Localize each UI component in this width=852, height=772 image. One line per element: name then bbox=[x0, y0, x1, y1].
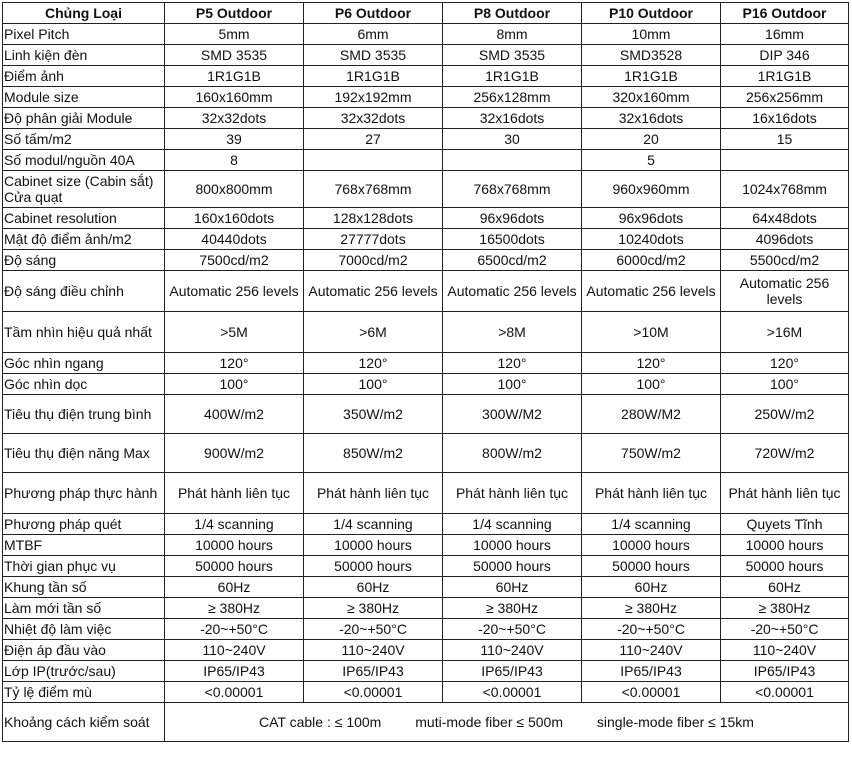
spec-row bbox=[3, 514, 849, 535]
spec-row bbox=[3, 556, 849, 577]
row-label: Tiêu thụ điện trung bình bbox=[3, 395, 165, 434]
spec-row bbox=[3, 619, 849, 640]
spec-row bbox=[3, 434, 849, 473]
column-header-p16: P16 Outdoor bbox=[721, 3, 849, 24]
spec-value-cell: 100° bbox=[721, 374, 849, 395]
spec-value-cell: ≥ 380Hz bbox=[165, 598, 304, 619]
spec-value-cell: 1/4 scanning bbox=[582, 514, 721, 535]
spec-row bbox=[3, 535, 849, 556]
row-label: Cabinet resolution bbox=[3, 208, 165, 229]
spec-value-cell: 110~240V bbox=[721, 640, 849, 661]
spec-value-cell: <0.00001 bbox=[721, 682, 849, 703]
column-header-p10: P10 Outdoor bbox=[582, 3, 721, 24]
spec-value-cell: 50000 hours bbox=[304, 556, 443, 577]
row-label: Điện áp đầu vào bbox=[3, 640, 165, 661]
spec-row bbox=[3, 45, 849, 66]
spec-value-cell: Phát hành liên tục bbox=[304, 473, 443, 514]
spec-value-cell: 10000 hours bbox=[443, 535, 582, 556]
spec-value-cell: 850W/m2 bbox=[304, 434, 443, 473]
spec-value-cell: 720W/m2 bbox=[721, 434, 849, 473]
spec-value-cell: IP65/IP43 bbox=[582, 661, 721, 682]
spec-body bbox=[3, 24, 849, 703]
spec-value-cell: >6M bbox=[304, 312, 443, 353]
spec-value-cell: 120° bbox=[443, 353, 582, 374]
spec-row bbox=[3, 229, 849, 250]
spec-value-cell: 27 bbox=[304, 129, 443, 150]
spec-value-cell: 100° bbox=[582, 374, 721, 395]
spec-value-cell: 32x32dots bbox=[304, 108, 443, 129]
spec-value-cell: 5500cd/m2 bbox=[721, 250, 849, 271]
row-label: Góc nhìn ngang bbox=[3, 353, 165, 374]
spec-value-cell: Automatic 256 levels bbox=[304, 271, 443, 312]
spec-value-cell: 7000cd/m2 bbox=[304, 250, 443, 271]
spec-value-cell: 16500dots bbox=[443, 229, 582, 250]
spec-value-cell: IP65/IP43 bbox=[721, 661, 849, 682]
spec-value-cell: 120° bbox=[304, 353, 443, 374]
spec-value-cell: 50000 hours bbox=[721, 556, 849, 577]
spec-value-cell: 30 bbox=[443, 129, 582, 150]
spec-value-cell: 8mm bbox=[443, 24, 582, 45]
spec-value-cell: Automatic 256 levels bbox=[165, 271, 304, 312]
spec-row bbox=[3, 577, 849, 598]
spec-value-cell: 10000 hours bbox=[582, 535, 721, 556]
spec-value-cell: ≥ 380Hz bbox=[582, 598, 721, 619]
row-label: Độ sáng điều chỉnh bbox=[3, 271, 165, 312]
spec-value-cell: 10000 hours bbox=[165, 535, 304, 556]
spec-row bbox=[3, 208, 849, 229]
spec-value-cell: 39 bbox=[165, 129, 304, 150]
spec-value-cell: 27777dots bbox=[304, 229, 443, 250]
spec-value-cell: 15 bbox=[721, 129, 849, 150]
spec-value-cell: 40440dots bbox=[165, 229, 304, 250]
spec-value-cell: 50000 hours bbox=[582, 556, 721, 577]
row-label: Số tấm/m2 bbox=[3, 129, 165, 150]
column-header-p6: P6 Outdoor bbox=[304, 3, 443, 24]
spec-value-cell bbox=[443, 150, 582, 171]
spec-value-cell: IP65/IP43 bbox=[304, 661, 443, 682]
row-label: Tiêu thụ điện năng Max bbox=[3, 434, 165, 473]
spec-value-cell: Automatic 256 levels bbox=[582, 271, 721, 312]
spec-value-cell: ≥ 380Hz bbox=[721, 598, 849, 619]
spec-value-cell: 110~240V bbox=[165, 640, 304, 661]
spec-value-cell: 1R1G1B bbox=[304, 66, 443, 87]
spec-row bbox=[3, 374, 849, 395]
spec-value-cell: 10000 hours bbox=[304, 535, 443, 556]
spec-value-cell: DIP 346 bbox=[721, 45, 849, 66]
row-label: Độ sáng bbox=[3, 250, 165, 271]
row-label: Góc nhìn dọc bbox=[3, 374, 165, 395]
spec-row bbox=[3, 353, 849, 374]
spec-value-cell: 96x96dots bbox=[582, 208, 721, 229]
row-label: Khung tần số bbox=[3, 577, 165, 598]
header-row bbox=[3, 3, 849, 24]
spec-value-cell: -20~+50°C bbox=[304, 619, 443, 640]
spec-row bbox=[3, 473, 849, 514]
spec-value-cell: 100° bbox=[165, 374, 304, 395]
spec-value-cell: 100° bbox=[304, 374, 443, 395]
spec-value-cell: 50000 hours bbox=[443, 556, 582, 577]
spec-value-cell: SMD 3535 bbox=[443, 45, 582, 66]
spec-value-cell: >8M bbox=[443, 312, 582, 353]
spec-value-cell: 350W/m2 bbox=[304, 395, 443, 434]
spec-value-cell: 110~240V bbox=[443, 640, 582, 661]
spec-value-cell: 50000 hours bbox=[165, 556, 304, 577]
spec-value-cell: IP65/IP43 bbox=[165, 661, 304, 682]
spec-value-cell: 4096dots bbox=[721, 229, 849, 250]
spec-value-cell: 1/4 scanning bbox=[304, 514, 443, 535]
spec-row bbox=[3, 661, 849, 682]
spec-value-cell: 1R1G1B bbox=[443, 66, 582, 87]
spec-value-cell: -20~+50°C bbox=[721, 619, 849, 640]
spec-value-cell: <0.00001 bbox=[304, 682, 443, 703]
spec-value-cell: Phát hành liên tục bbox=[582, 473, 721, 514]
row-label: Cabinet size (Cabin sắt) Cửa quạt bbox=[3, 171, 165, 208]
spec-value-cell: ≥ 380Hz bbox=[443, 598, 582, 619]
row-label: Module size bbox=[3, 87, 165, 108]
row-label: Nhiệt độ làm việc bbox=[3, 619, 165, 640]
control-distance-row bbox=[3, 703, 849, 742]
control-distance-value bbox=[165, 703, 849, 742]
spec-value-cell: <0.00001 bbox=[582, 682, 721, 703]
spec-value-cell: 64x48dots bbox=[721, 208, 849, 229]
spec-value-cell: Phát hành liên tục bbox=[165, 473, 304, 514]
spec-value-cell: 32x32dots bbox=[165, 108, 304, 129]
row-label: Độ phân giải Module bbox=[3, 108, 165, 129]
spec-value-cell: 800x800mm bbox=[165, 171, 304, 208]
spec-row bbox=[3, 598, 849, 619]
spec-value-cell: 32x16dots bbox=[582, 108, 721, 129]
spec-row bbox=[3, 250, 849, 271]
spec-value-cell: 10000 hours bbox=[721, 535, 849, 556]
spec-value-cell: 60Hz bbox=[443, 577, 582, 598]
spec-value-cell: 7500cd/m2 bbox=[165, 250, 304, 271]
spec-row bbox=[3, 108, 849, 129]
spec-row bbox=[3, 682, 849, 703]
spec-value-cell: 10mm bbox=[582, 24, 721, 45]
spec-value-cell: 250W/m2 bbox=[721, 395, 849, 434]
row-label: Phương pháp quét bbox=[3, 514, 165, 535]
spec-value-cell: 6mm bbox=[304, 24, 443, 45]
spec-value-cell: 20 bbox=[582, 129, 721, 150]
spec-value-cell: 192x192mm bbox=[304, 87, 443, 108]
spec-value-cell: <0.00001 bbox=[165, 682, 304, 703]
spec-value-cell: 6000cd/m2 bbox=[582, 250, 721, 271]
spec-value-cell: Automatic 256 levels bbox=[443, 271, 582, 312]
spec-row bbox=[3, 395, 849, 434]
spec-value-cell: 768x768mm bbox=[443, 171, 582, 208]
cat-cable-text: CAT cable : ≤ 100m bbox=[259, 714, 382, 730]
spec-value-cell: >16M bbox=[721, 312, 849, 353]
spec-value-cell: 16x16dots bbox=[721, 108, 849, 129]
spec-value-cell: 160x160mm bbox=[165, 87, 304, 108]
row-label: Tỷ lệ điểm mù bbox=[3, 682, 165, 703]
spec-value-cell: Automatic 256 levels bbox=[721, 271, 849, 312]
spec-value-cell: 256x128mm bbox=[443, 87, 582, 108]
spec-value-cell: 60Hz bbox=[165, 577, 304, 598]
row-label: Khoảng cách kiểm soát bbox=[3, 703, 165, 742]
spec-value-cell: SMD3528 bbox=[582, 45, 721, 66]
spec-value-cell: -20~+50°C bbox=[443, 619, 582, 640]
spec-value-cell: 300W/M2 bbox=[443, 395, 582, 434]
spec-value-cell: 800W/m2 bbox=[443, 434, 582, 473]
spec-value-cell: 5mm bbox=[165, 24, 304, 45]
spec-value-cell: 120° bbox=[721, 353, 849, 374]
spec-row bbox=[3, 24, 849, 45]
spec-value-cell: 1R1G1B bbox=[582, 66, 721, 87]
spec-value-cell: 768x768mm bbox=[304, 171, 443, 208]
spec-value-cell: 10240dots bbox=[582, 229, 721, 250]
spec-row bbox=[3, 87, 849, 108]
row-label: Phương pháp thực hành bbox=[3, 473, 165, 514]
singlemode-fiber-text: single-mode fiber ≤ 15km bbox=[596, 714, 754, 730]
spec-value-cell: 1/4 scanning bbox=[443, 514, 582, 535]
row-label: MTBF bbox=[3, 535, 165, 556]
column-header-type: Chủng Loại bbox=[3, 3, 165, 24]
column-header-p8: P8 Outdoor bbox=[443, 3, 582, 24]
spec-value-cell: 960x960mm bbox=[582, 171, 721, 208]
spec-value-cell: 128x128dots bbox=[304, 208, 443, 229]
spec-value-cell: 750W/m2 bbox=[582, 434, 721, 473]
spec-value-cell: Phát hành liên tục bbox=[721, 473, 849, 514]
spec-value-cell: 60Hz bbox=[304, 577, 443, 598]
spec-value-cell: 16mm bbox=[721, 24, 849, 45]
spec-value-cell: 1024x768mm bbox=[721, 171, 849, 208]
spec-value-cell: Quyets Tĩnh bbox=[721, 514, 849, 535]
spec-value-cell: 8 bbox=[165, 150, 304, 171]
spec-value-cell: >10M bbox=[582, 312, 721, 353]
spec-row bbox=[3, 129, 849, 150]
row-label: Pixel Pitch bbox=[3, 24, 165, 45]
spec-value-cell: 280W/M2 bbox=[582, 395, 721, 434]
spec-value-cell: 96x96dots bbox=[443, 208, 582, 229]
spec-row bbox=[3, 271, 849, 312]
spec-value-cell: 256x256mm bbox=[721, 87, 849, 108]
spec-value-cell: SMD 3535 bbox=[304, 45, 443, 66]
multimode-fiber-text: muti-mode fiber ≤ 500m bbox=[415, 714, 563, 730]
spec-value-cell: 60Hz bbox=[582, 577, 721, 598]
spec-row bbox=[3, 171, 849, 208]
spec-value-cell: 320x160mm bbox=[582, 87, 721, 108]
row-label: Linh kiện đèn bbox=[3, 45, 165, 66]
spec-value-cell: <0.00001 bbox=[443, 682, 582, 703]
row-label: Tầm nhìn hiệu quả nhất bbox=[3, 312, 165, 353]
row-label: Làm mới tần số bbox=[3, 598, 165, 619]
spec-value-cell: 1R1G1B bbox=[721, 66, 849, 87]
spec-value-cell: 110~240V bbox=[304, 640, 443, 661]
spec-value-cell: 60Hz bbox=[721, 577, 849, 598]
spec-value-cell: SMD 3535 bbox=[165, 45, 304, 66]
spec-value-cell: 120° bbox=[582, 353, 721, 374]
spec-value-cell: 6500cd/m2 bbox=[443, 250, 582, 271]
row-label: Điểm ảnh bbox=[3, 66, 165, 87]
spec-value-cell: 1/4 scanning bbox=[165, 514, 304, 535]
spec-value-cell: 400W/m2 bbox=[165, 395, 304, 434]
spec-value-cell: 120° bbox=[165, 353, 304, 374]
spec-row bbox=[3, 66, 849, 87]
spec-row bbox=[3, 640, 849, 661]
spec-value-cell: -20~+50°C bbox=[582, 619, 721, 640]
row-label: Số modul/nguồn 40A bbox=[3, 150, 165, 171]
spec-value-cell: 32x16dots bbox=[443, 108, 582, 129]
spec-row bbox=[3, 312, 849, 353]
spec-value-cell: 5 bbox=[582, 150, 721, 171]
spec-value-cell: Phát hành liên tục bbox=[443, 473, 582, 514]
row-label: Thời gian phục vụ bbox=[3, 556, 165, 577]
row-label: Lớp IP(trước/sau) bbox=[3, 661, 165, 682]
spec-value-cell: >5M bbox=[165, 312, 304, 353]
spec-table bbox=[2, 2, 849, 742]
column-header-p5: P5 Outdoor bbox=[165, 3, 304, 24]
spec-value-cell: 1R1G1B bbox=[165, 66, 304, 87]
spec-value-cell bbox=[304, 150, 443, 171]
spec-value-cell: -20~+50°C bbox=[165, 619, 304, 640]
spec-value-cell: 110~240V bbox=[582, 640, 721, 661]
spec-value-cell: ≥ 380Hz bbox=[304, 598, 443, 619]
row-label: Mật độ điểm ảnh/m2 bbox=[3, 229, 165, 250]
spec-value-cell bbox=[721, 150, 849, 171]
spec-value-cell: 160x160dots bbox=[165, 208, 304, 229]
spec-value-cell: 100° bbox=[443, 374, 582, 395]
spec-value-cell: 900W/m2 bbox=[165, 434, 304, 473]
spec-value-cell: IP65/IP43 bbox=[443, 661, 582, 682]
spec-row bbox=[3, 150, 849, 171]
